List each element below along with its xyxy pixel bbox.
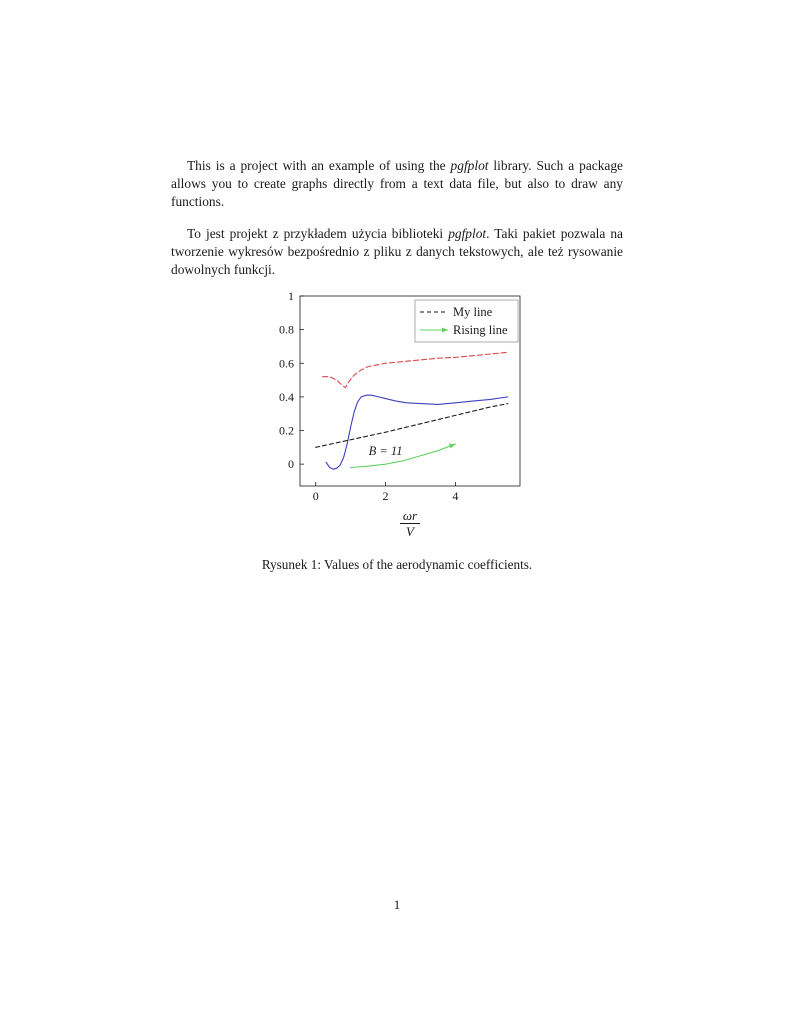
page-number: 1 [393, 897, 401, 912]
paragraph-text: To jest projekt z przykładem użycia biblioteki [187, 226, 449, 241]
svg-text:0.6: 0.6 [279, 356, 294, 371]
figure-1 [171, 291, 623, 573]
paragraph-polish [171, 225, 623, 279]
x-axis-fraction [400, 508, 420, 539]
fraction-numerator: ωr [400, 508, 420, 524]
italic-term-pgfplot: pgfplot [448, 226, 487, 241]
svg-text:Rising line: Rising line [453, 323, 508, 337]
svg-text:My line: My line [453, 305, 493, 319]
paragraph-text: library. Such a package allows you to create graphs directly from a text data file, but also to draw any functions. [171, 158, 623, 209]
svg-text:0.8: 0.8 [279, 322, 294, 337]
svg-text:0.4: 0.4 [279, 389, 294, 404]
italic-term-pgfplot: pgfplot [450, 158, 489, 173]
aerodynamic-coefficients-chart [265, 291, 535, 506]
svg-text:4: 4 [452, 489, 459, 503]
svg-text:2: 2 [382, 489, 389, 503]
page-content [171, 157, 623, 573]
svg-text:0: 0 [288, 457, 294, 472]
figure-caption: Rysunek 1: Values of the aerodynamic coefficients. [261, 557, 533, 572]
paragraph-text: . Taki pakiet pozwala na tworzenie wykresów bezpośrednio z pliku z danych tekstowych, ale też rysowanie dowolnych funkcji. [171, 226, 623, 277]
svg-text:1: 1 [288, 289, 294, 303]
paragraph-text: This is a project with an example of using the [187, 158, 451, 173]
svg-text:0: 0 [312, 489, 319, 503]
svg-text:B = 11: B = 11 [368, 443, 403, 458]
paragraph-english [171, 157, 623, 211]
svg-text:0.2: 0.2 [279, 423, 294, 438]
fraction-denominator: V [406, 524, 414, 539]
x-axis-label [265, 508, 535, 539]
